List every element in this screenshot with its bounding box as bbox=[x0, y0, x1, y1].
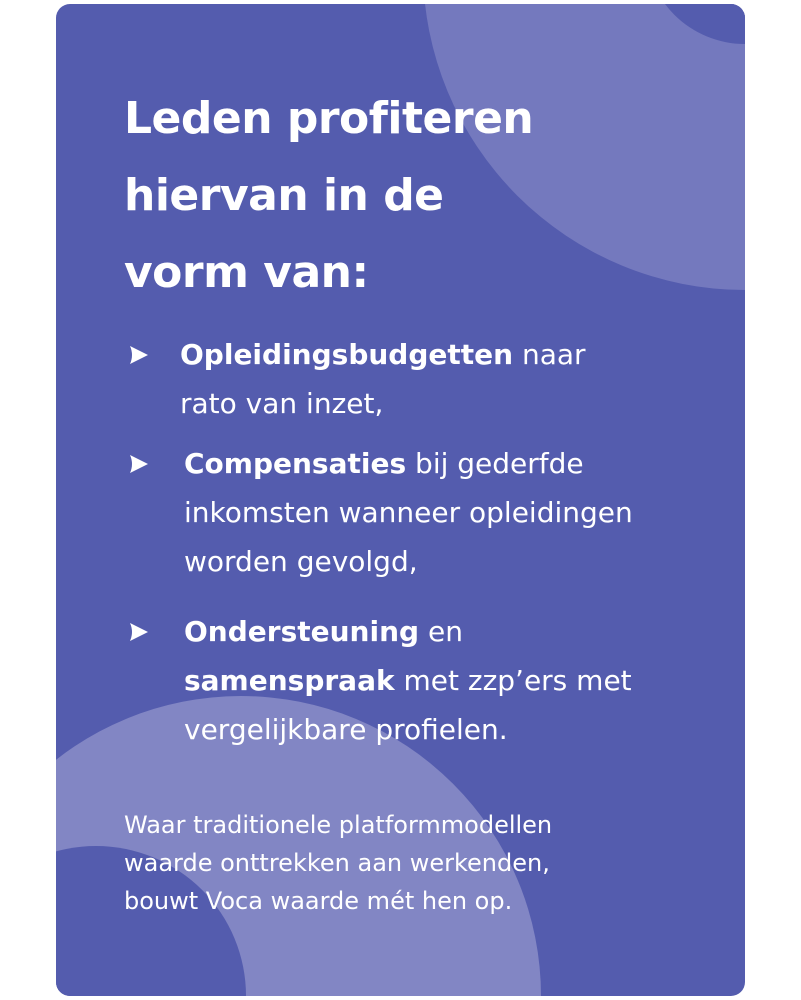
benefit-text: met zzp’ers met bbox=[394, 664, 632, 697]
benefit-item-support bbox=[184, 607, 729, 754]
benefit-text: inkomsten wanneer opleidingen bbox=[184, 496, 633, 529]
footer-line: Waar traditionele platformmodellen bbox=[124, 811, 553, 839]
title-line: hiervan in de bbox=[124, 170, 444, 221]
benefit-text: bij gederfde bbox=[406, 447, 584, 480]
benefit-text: naar bbox=[513, 338, 586, 371]
play-triangle-icon bbox=[128, 454, 150, 474]
benefit-item-compensation bbox=[184, 439, 729, 586]
benefit-item-training-budgets bbox=[180, 330, 720, 428]
footer-line: waarde onttrekken aan werkenden, bbox=[124, 849, 550, 877]
play-triangle-icon bbox=[128, 345, 150, 365]
closing-statement bbox=[124, 806, 684, 920]
title-line: vorm van: bbox=[124, 247, 369, 298]
benefit-text: worden gevolgd, bbox=[184, 545, 418, 578]
benefits-card bbox=[56, 4, 745, 996]
benefit-highlight: Opleidingsbudgetten bbox=[180, 338, 514, 371]
page-title bbox=[124, 80, 684, 311]
benefit-text: en bbox=[419, 615, 463, 648]
benefit-text: vergelijkbare profielen. bbox=[184, 713, 508, 746]
benefit-text: rato van inzet, bbox=[180, 387, 384, 420]
footer-line: bouwt Voca waarde mét hen op. bbox=[124, 887, 513, 915]
benefit-highlight: Compensaties bbox=[184, 447, 407, 480]
benefit-highlight: samenspraak bbox=[184, 664, 395, 697]
title-line: Leden profiteren bbox=[124, 93, 534, 144]
benefit-highlight: Ondersteuning bbox=[184, 615, 420, 648]
play-triangle-icon bbox=[128, 622, 150, 642]
